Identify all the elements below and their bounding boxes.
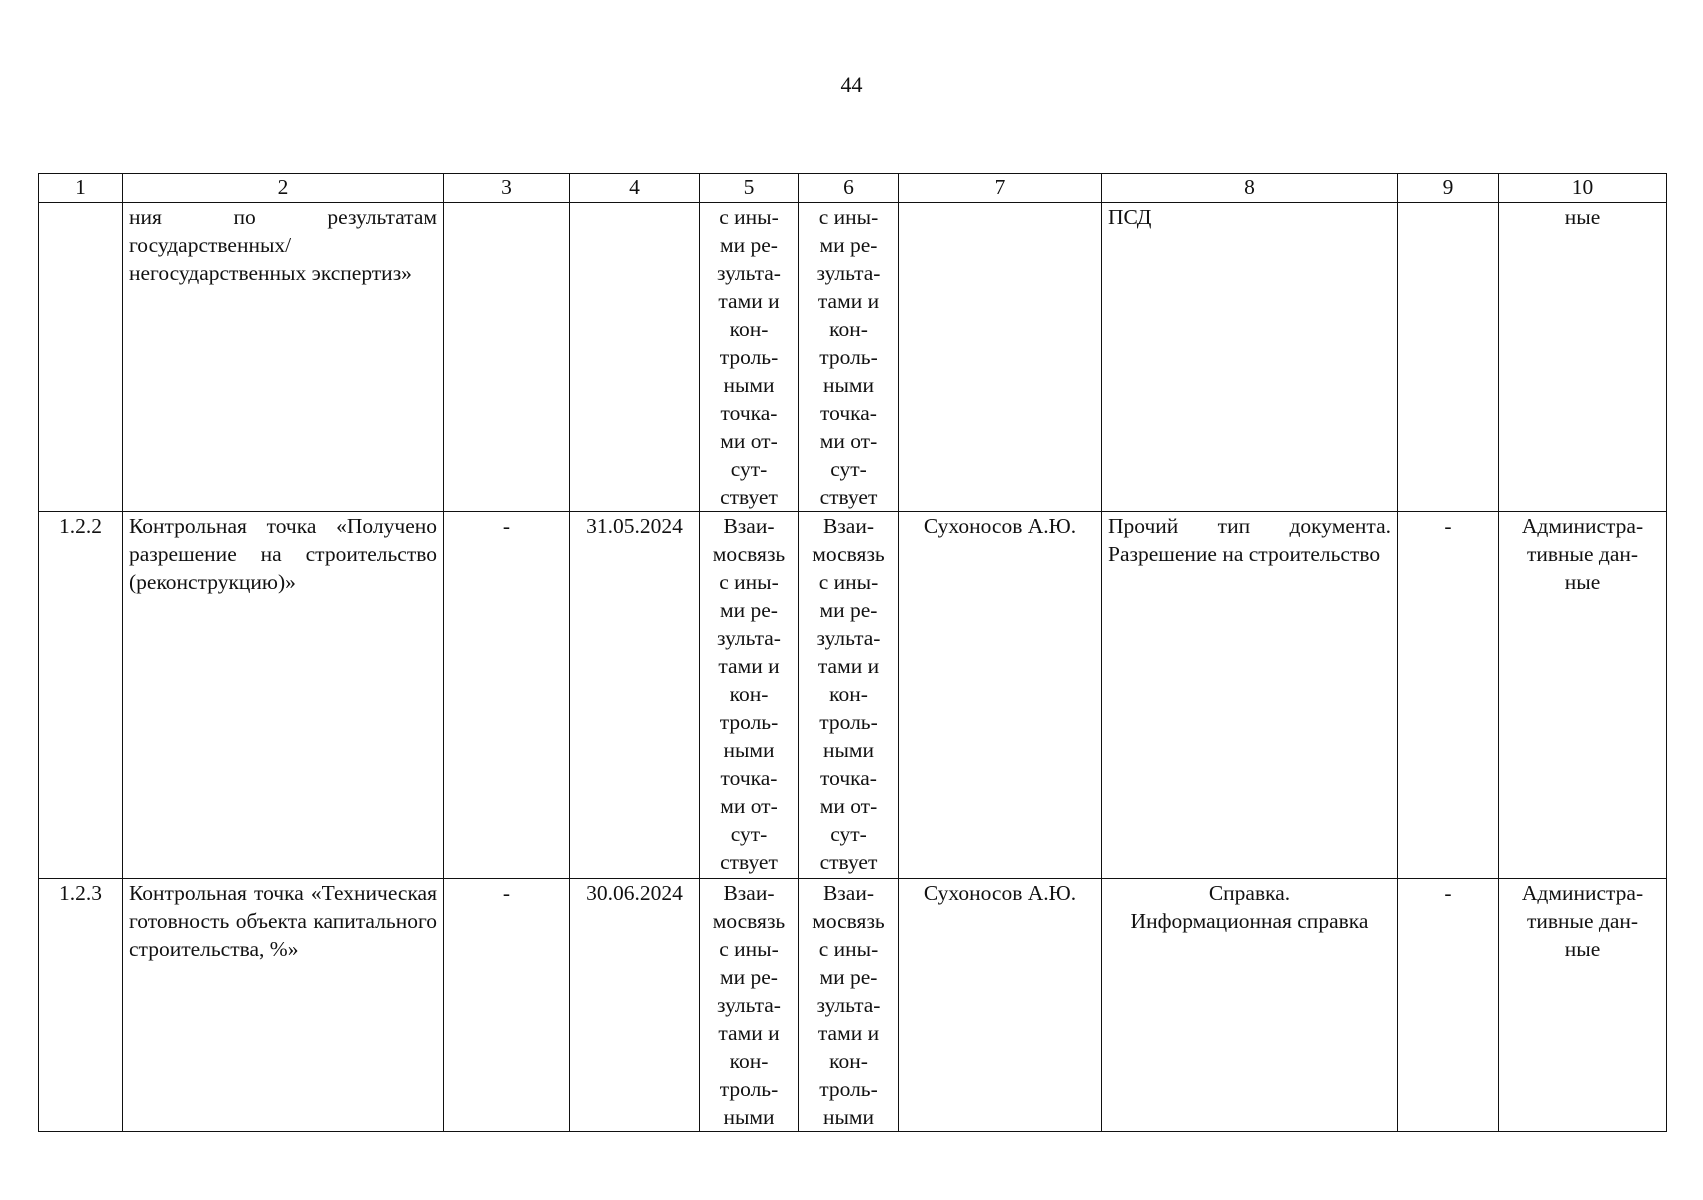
- header-row: [39, 174, 1667, 203]
- row-document: Справка. Информационная справка: [1102, 879, 1398, 1132]
- table-row: [39, 512, 1667, 879]
- header-col-9: 9: [1398, 174, 1499, 203]
- table-row: [39, 203, 1667, 512]
- table-row: [39, 879, 1667, 1132]
- row-date: 31.05.2024: [570, 512, 700, 879]
- row-document: Прочий тип документа. Разрешение на строительство: [1102, 512, 1398, 879]
- row-col5: Взаи- мосвязь с ины- ми ре- зульта- тами и кон- троль- ными точка- ми от- сут- ствует: [700, 512, 799, 879]
- row-col5: Взаи- мосвязь с ины- ми ре- зульта- тами и кон- троль- ными: [700, 879, 799, 1132]
- header-col-10: 10: [1499, 174, 1667, 203]
- page-number: 44: [840, 72, 863, 97]
- header-col-2: 2: [123, 174, 444, 203]
- row-document: ПСД: [1102, 203, 1398, 512]
- header-col-1: 1: [39, 174, 123, 203]
- header-col-5: 5: [700, 174, 799, 203]
- row-name: Контрольная точка «Техническая готовность объекта капитального строительства, %»: [123, 879, 444, 1132]
- row-date: 30.06.2024: [570, 879, 700, 1132]
- row-number: 1.2.2: [39, 512, 123, 879]
- header-col-8: 8: [1102, 174, 1398, 203]
- header-col-3: 3: [444, 174, 570, 203]
- row-source: ные: [1499, 203, 1667, 512]
- header-col-6: 6: [799, 174, 899, 203]
- header-col-7: 7: [899, 174, 1102, 203]
- row-col5: с ины- ми ре- зульта- тами и кон- троль- ными точка- ми от- сут- ствует: [700, 203, 799, 512]
- row-name: Контрольная точка «Получено разрешение на строительство (реконструкцию)»: [123, 512, 444, 879]
- row-source: Администра- тивные дан- ные: [1499, 512, 1667, 879]
- row-name: ния по результатам государственных/негосударственных экспертиз»: [123, 203, 444, 512]
- row-col6: Взаи- мосвязь с ины- ми ре- зульта- тами и кон- троль- ными: [799, 879, 899, 1132]
- row-col9: -: [1398, 512, 1499, 879]
- row-col3: -: [444, 879, 570, 1132]
- row-number: 1.2.3: [39, 879, 123, 1132]
- row-col3: [444, 203, 570, 512]
- row-source: Администра- тивные дан- ные: [1499, 879, 1667, 1132]
- row-col9: -: [1398, 879, 1499, 1132]
- header-col-4: 4: [570, 174, 700, 203]
- row-responsible: Сухоносов А.Ю.: [899, 512, 1102, 879]
- row-number: [39, 203, 123, 512]
- row-col3: -: [444, 512, 570, 879]
- row-responsible: Сухоносов А.Ю.: [899, 879, 1102, 1132]
- row-col6: Взаи- мосвязь с ины- ми ре- зульта- тами и кон- троль- ными точка- ми от- сут- ствует: [799, 512, 899, 879]
- row-date: [570, 203, 700, 512]
- row-responsible: [899, 203, 1102, 512]
- row-col9: [1398, 203, 1499, 512]
- plan-table: [38, 173, 1667, 1132]
- row-col6: с ины- ми ре- зульта- тами и кон- троль- ными точка- ми от- сут- ствует: [799, 203, 899, 512]
